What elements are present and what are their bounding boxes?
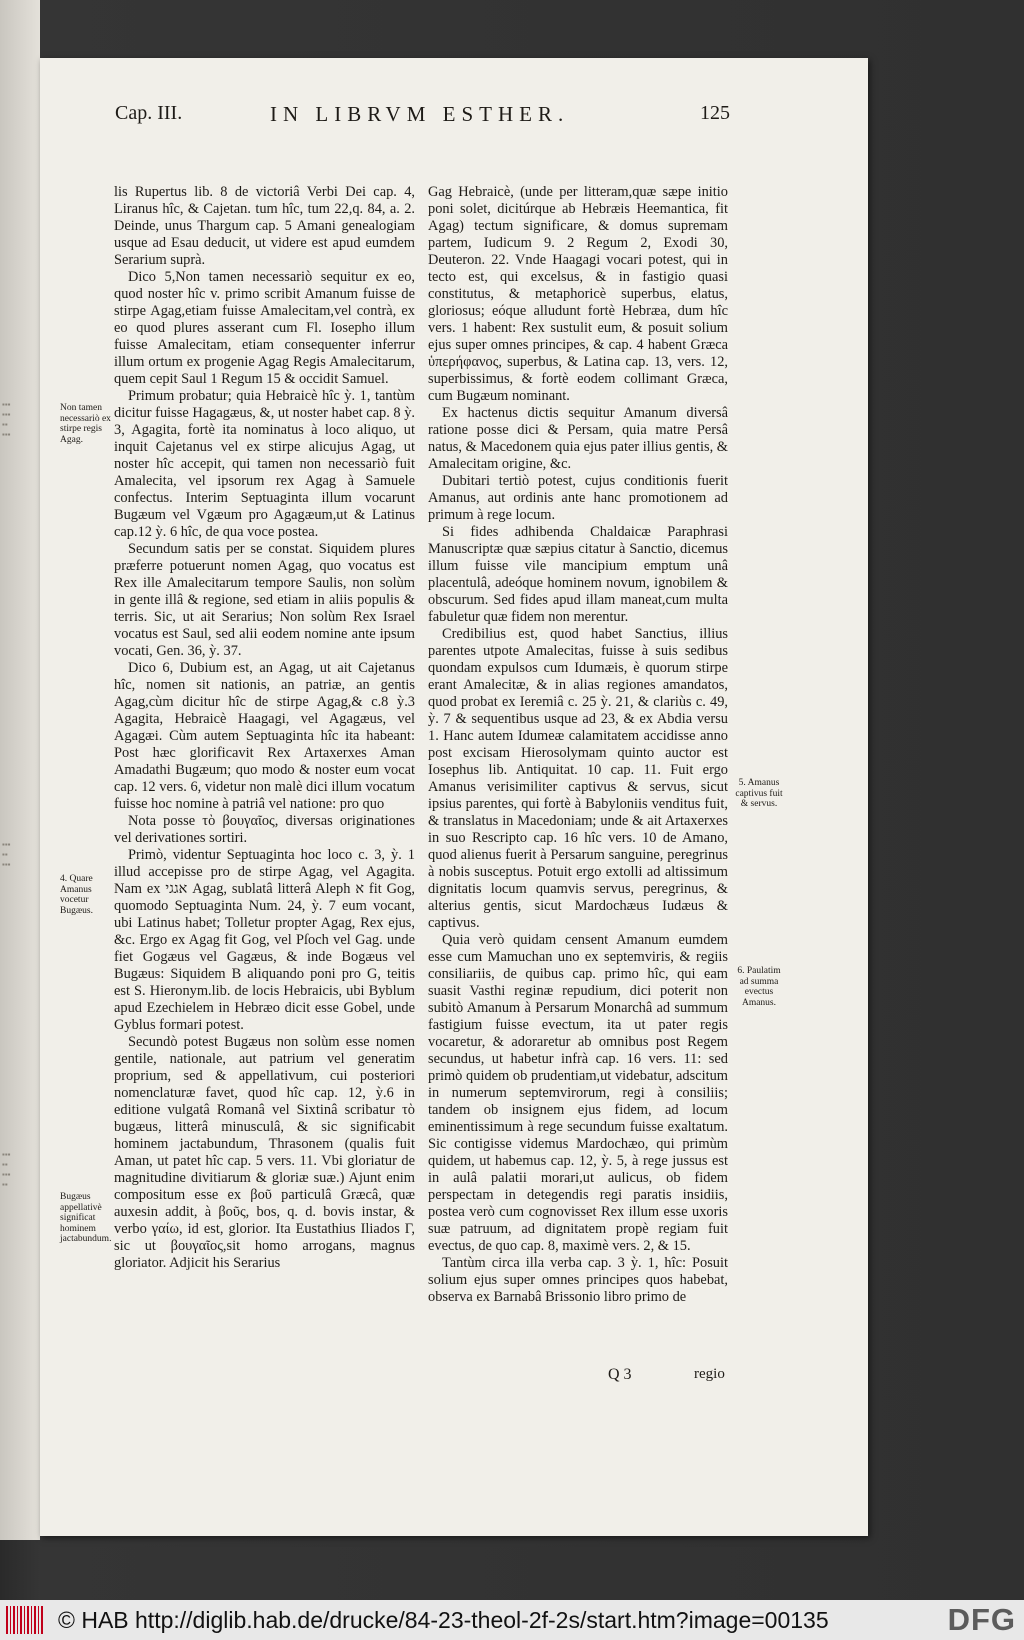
paragraph: Secundum satis per se constat. Siquidem plures præferre potuerunt nomen Agag, quo vocatus est Rex ille Amalecitarum tempore Saulis, non solùm in gente illâ & regione, sed etiam in aliis populis & terris. Sic, ut ait Serarius; Non solùm Rex Israel vocatus est Saul, sed alii eodem nomine ante ipsum vocati, Gen. 36, ỳ. 37. (114, 541, 415, 659)
dfg-logo: DFG (947, 1602, 1016, 1637)
running-header (115, 102, 730, 128)
paragraph: Ex hactenus dictis sequitur Amanum diversâ ratione posse dici & Persam, quia matre Persâ natus, & Macedonem quia ejus pater illius gentis, & Amalecitam origine, &c. (428, 405, 728, 472)
paragraph: Quia verò quidam censent Amanum eumdem esse cum Mamuchan uno ex septemviris, & regiis consiliariis, de quibus cap. primo hîc, qui eam suasit Vasthi reginæ repudium, dici poterit non subitò Amanum à Persarum Monarchâ ad summum fastigium fuisse evectum, ita ut pater regis vocaretur, & adoraretur ab omnibus post Regem secundus, ut habetur infrà cap. 16 vers. 11: sed primò quidem ob prudentiam,ut videbatur, adscitum in numerum septemvirorum, regi à consiliis; tandem ob insignem ejus fidem, ad locum eminentissimum à rege secundum fuisse exaltatum. Sic contigisse videmus Mardochæo, qui primùm quidem, ut habemus cap. 12, ỳ. 5, à rege jussus est in aulâ palatii morari,ut aulicus, ob fidem perspectam in detegendis regi paratis insidiis, postea verò cum cognovisset Rex illum esse uxoris suæ patruum, ad dignitatem propè regiam fuit evectus, de quo cap. 8, maximè vers. 2, & 15. (428, 932, 728, 1254)
previous-page-margin-text: ▪▪▪ ▪▪ ▪▪▪ (2, 840, 11, 869)
paragraph: Primum probatur; quia Hebraicè hîc ỳ. 1, tantùm dicitur fuisse Hagagæus, &, ut noster habet cap. 8 ỳ. 3, Agagita, fortè ita nominatus à loco aliquo, ut inquit Cajetanus vel ex stirpe alicujus Agag, ut noster hîc accepit, qui tamen non necessariò fuit Amalecita, vel ipsorum rex Agag à Samuele confectus. Interim Septuaginta illum vocarunt Bugæum vel Vgæum pro Agagæum,ut & Latinus cap.12 ỳ. 6 hîc, de qua voce postea. (114, 388, 415, 540)
paragraph: Primò, videntur Septuaginta hoc loco c. 3, ỳ. 1 illud accepisse pro de stirpe Agag, vel Agagita. Nam ex אגגי Agag, sublatâ litterâ Aleph א fit Gog, quomodo Septuaginta Num. 24, ỳ. 7 eum vocant, ubi Latinus habet; Tolletur propter Agag, Rex ejus, &c. Ergo ex Agag fit Gog, vel Pſoch vel Gag. unde fiet Gogæus vel Gagæus, & inde Bogæus vel Bugæus: Siquidem B aliquando poni pro G, teitis est S. Hieronym.lib. de locis Hebraicis, ubi Byblum apud Ezechielem in Hebræo dicit esse Gobel, unde Gyblus formari potest. (114, 847, 415, 1033)
barcode-icon (6, 1606, 44, 1634)
source-link[interactable]: © HAB http://diglib.hab.de/drucke/84-23-theol-2f-2s/start.htm?image=00135 (58, 1607, 829, 1633)
chapter-label: Cap. III. (115, 102, 183, 124)
paragraph: Credibilius est, quod habet Sanctius, illius parentes utpote Amalecitas, fuisse à suis sedibus quondam expulsos cum Idumæis, è quorum stirpe erant Amalecitæ, & in alias regiones amandatos, quod probat ex Ieremiâ c. 25 ỳ. 21, & clariùs c. 49, ỳ. 7 & sequentibus usque ad 23, & ex Abdia versu 1. Hanc autem Idumeæ calamitatem accidisse anno post excisam Hierosolymam quinto auctor est Iosephus lib. Antiquitat. 10 cap. 11. Fuit ergo Amanus verisimiliter captivus & servus, sicut ipsius parentes, qui fortè à Babyloniis venditus fuit, & translatus in Macedoniam; unde & ait Artaxerxes in suo Rescripto cap. 16 hîc vers. 10 de Amano, quod alienus fuerit à Persarum sanguine, peregrinus à nobis susceptus. Potuit ergo extolli ad altissimum dignitatis locum quamvis servus, peregrinus, & alterius gentis, sicut Mardochæus Iudæus & captivus. (428, 626, 728, 931)
running-title: IN LIBRVM ESTHER. (270, 102, 570, 126)
paragraph: Secundò potest Bugæus non solùm esse nomen gentile, nationale, aut patrium vel generatim proprium, sed & appellativum, cui posteriori nomenclaturæ favet, quod hîc cap. 12, ỳ.6 in editione vulgatâ Romanâ vel Sixtinâ scribatur τὸ bugæus, litterâ minusculâ, & sic significabit hominem jactabundum, Thrasonem (qualis fuit Aman, ut patet hîc cap. 5 vers. 11. Vbi gloriatur de magnitudine divitiarum & gloriæ suæ.) Ajunt enim compositum esse ex βοῦ particulâ Græcâ, quæ auxesin addit, à βοῦς, bos, q. d. bovis instar, & verbo γαίω, id est, glorior. Ita Eustathius Iliados Γ, sic ut βουγαῖος,sit homo arrogans, magnus gloriator. Adjicit his Serarius (114, 1034, 415, 1271)
paragraph: Tantùm circa illa verba cap. 3 ỳ. 1, hîc: Posuit solium ejus super omnes principes quos habebat, observa ex Barnabâ Brissonio libro primo de (428, 1255, 728, 1305)
left-column (114, 184, 415, 1272)
margin-note: 6. Paulatim ad summa evectus Amanus. (737, 966, 781, 1008)
margin-note: 4. Quare Amanus vocetur Bugæus. (60, 874, 93, 916)
margin-note: Non tamen necessariò ex stirpe regis Agag. (60, 403, 111, 445)
previous-page-margin-text: ▪▪▪ ▪▪ ▪▪▪ ▪▪ (2, 1150, 11, 1189)
paragraph: Dico 5,Non tamen necessariò sequitur ex eo, quod noster hîc v. primo scribit Amanum fuisse de stirpe Agag,etiam fuisse Amalecitam,vel contrà, ex eo quod plures asserant cum Fl. Iosepho illum fuisse Amalecitam, etiam consequenter inferrur illum ortum ex progenie Agag Regis Amalecitarum, quem cepit Saul 1 Regum 15 & occidit Samuel. (114, 269, 415, 387)
catchword: regio (694, 1366, 725, 1382)
margin-note: 5. Amanus captivus fuit & servus. (735, 778, 783, 809)
paragraph: Dico 6, Dubium est, an Agag, ut ait Cajetanus hîc, nomen sit nationis, an patriæ, an gentis Agag,cùm dicitur hîc de stirpe Agag,& c.8 ỳ.3 Agagita, Hebraicè Haagagi, vel Agagæus, vel Agagæi. Cùm autem Septuaginta hîc ita habeant: Post hæc glorificavit Rex Artaxerxes Aman Amadathi Bugæum; quo modo & noster eum vocat cap. 12 vers. 6, videtur non malè dici illum vocatum fuisse hoc nomine à patriâ vel natione: pro quo (114, 660, 415, 812)
margin-note: Bugæus appellativè significat hominem jactabundum. (60, 1192, 112, 1244)
previous-page-margin-text: ▪▪▪ ▪▪▪ ▪▪ ▪▪▪ (2, 400, 11, 439)
viewer-footer (0, 1600, 1024, 1640)
paragraph: lis Rupertus lib. 8 de victoriâ Verbi Dei cap. 4, Liranus hîc, & Cajetan. tum hîc, tum 22,q. 84, a. 2. Deinde, unus Thargum cap. 5 Amani genealogiam usque ad Esau deducit, ut videre est apud eumdem Serarium suprà. (114, 184, 415, 268)
page-number: 125 (700, 102, 730, 124)
paragraph: Dubitari tertiò potest, cujus conditionis fuerit Amanus, aut ordinis ante hanc promotionem ad primum à rege locum. (428, 473, 728, 523)
signature-mark: Q 3 (608, 1366, 632, 1383)
paragraph: Nota posse τὸ βουγαῖος, diversas originationes vel derivationes sortiri. (114, 813, 415, 846)
paragraph: Si fides adhibenda Chaldaicæ Paraphrasi Manuscriptæ quæ sæpius citatur à Sanctio, dicemus illum fuisse vile mancipium emptum unâ placentulâ, adeóque hominem novum, ignobilem & obscurum. Sed fides apud illam maneat,cum multa fabuletur quæ fidem non merentur. (428, 524, 728, 625)
previous-page-edge (0, 0, 40, 1540)
paragraph: Gag Hebraicè, (unde per litteram,quæ sæpe initio poni solet, dicitúrque ab Hebræis Heemantica, fit Agag) tectum significare, & domus supremam partem, Iudicum 9. 2 Regum 2, Exodi 30, Deuteron. 22. Vnde Haagagi vocari potest, qui in tecto est, qui excelsus, & in fastigio quasi constitutus, & metaphoricè superbus, elatus, gloriosus; eóque alludunt fortè Hebræa, dum hîc vers. 1 habent: Rex sustulit eum, & posuit solium ejus super omnes principes, & cap. 4 habent Græca ὑπερήφανος, superbus, & Latina cap. 13, vers. 12, superbissimus, & fortè eodem collimant Græca, cum Bugæum nominant. (428, 184, 728, 404)
right-column (428, 184, 728, 1306)
